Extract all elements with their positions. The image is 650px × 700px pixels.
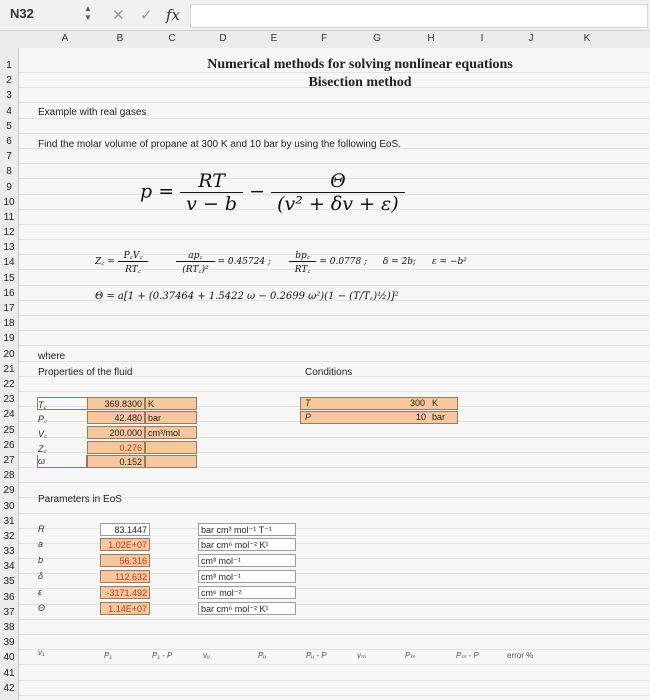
- conditions-value-t: 300: [410, 398, 426, 408]
- column-header-d[interactable]: D: [219, 33, 227, 44]
- param-unit-delta[interactable]: cm³ mol⁻¹: [198, 570, 296, 583]
- row-header-14[interactable]: 14: [3, 257, 15, 268]
- function-icon[interactable]: fx: [166, 6, 181, 24]
- prop-label-block: [37, 397, 87, 410]
- column-header-a[interactable]: A: [61, 33, 69, 44]
- row-header-10[interactable]: 10: [3, 197, 15, 208]
- row-header-21[interactable]: 21: [3, 364, 15, 375]
- hdr-pu-p: Pᵤ - P: [306, 651, 327, 660]
- name-box[interactable]: N32: [10, 6, 34, 21]
- column-header-g[interactable]: G: [373, 33, 381, 44]
- eq-zc-num: P꜀V꜀: [118, 248, 149, 262]
- column-header-b[interactable]: B: [116, 33, 124, 44]
- param-label-delta: δ: [38, 571, 44, 581]
- row-header-34[interactable]: 34: [3, 561, 15, 572]
- cell-problem-statement: Find the molar volume of propane at 300 K and 10 bar by using the following EoS.: [38, 139, 402, 150]
- cancel-icon[interactable]: ✕: [112, 7, 125, 24]
- row-header-38[interactable]: 38: [3, 622, 15, 633]
- eq-b-num: bp꜀: [289, 248, 317, 262]
- prop-value-zc[interactable]: 0.276: [87, 441, 145, 454]
- hdr-pl: P₁: [104, 651, 112, 660]
- eq-delta: δ = 2b;: [382, 257, 417, 267]
- eq-a-num: ap꜀: [176, 248, 214, 262]
- eos-theta-equation: Θ = a[1 + (0.37464 + 1.5422 ω − 0.2699 ω²)(1 − (T/T꜀)½)]²: [95, 291, 399, 302]
- eq-a-value: = 0.45724 ;: [217, 257, 271, 267]
- row-gridline: [19, 102, 650, 103]
- column-header-c[interactable]: C: [168, 33, 176, 44]
- name-box-stepper-icon[interactable]: ▲ ▼: [84, 4, 92, 22]
- row-header-41[interactable]: 41: [3, 668, 15, 679]
- eq-fraction-1: [180, 170, 243, 215]
- column-header-f[interactable]: F: [320, 33, 328, 44]
- eq-b-value: = 0.0778 ;: [319, 257, 368, 267]
- row-gridline: [19, 513, 650, 514]
- param-label-b: b: [38, 555, 44, 565]
- eos-parameter-equations: [95, 248, 467, 275]
- row-header-17[interactable]: 17: [3, 303, 15, 314]
- row-header-28[interactable]: 28: [3, 470, 15, 481]
- row-header-31[interactable]: 31: [3, 516, 15, 527]
- confirm-icon[interactable]: ✓: [140, 7, 153, 24]
- row-gridline: [19, 330, 650, 331]
- hdr-pm-p: Pₘ - P: [456, 651, 479, 660]
- row-header-3[interactable]: 3: [6, 90, 12, 101]
- row-header-7[interactable]: 7: [6, 151, 12, 162]
- conditions-unit-t: K: [432, 398, 439, 408]
- row-header-42[interactable]: 42: [3, 683, 15, 694]
- row-gridline: [19, 224, 650, 225]
- row-gridline: [19, 345, 650, 346]
- param-unit-epsilon[interactable]: cm⁶ mol⁻²: [198, 586, 296, 599]
- param-value-b[interactable]: 56.316: [100, 554, 150, 567]
- formula-input[interactable]: [190, 4, 648, 28]
- cell-where: where: [38, 351, 66, 362]
- eq-minus: −: [249, 180, 266, 203]
- hdr-pl-p: P₁ - P: [152, 651, 173, 660]
- row-header-39[interactable]: 39: [3, 637, 15, 648]
- column-header-e[interactable]: E: [270, 33, 278, 44]
- row-header-25[interactable]: 25: [3, 425, 15, 436]
- row-header-15[interactable]: 15: [3, 273, 15, 284]
- formula-bar: [0, 0, 650, 31]
- row-header-36[interactable]: 36: [3, 592, 15, 603]
- eq-p: p =: [140, 180, 175, 203]
- column-header-j[interactable]: J: [528, 33, 534, 44]
- hdr-vu: vᵤ: [203, 651, 210, 660]
- eq-epsilon: ε = −b²: [431, 257, 467, 267]
- row-header-2[interactable]: 2: [6, 75, 12, 86]
- prop-unit-zc[interactable]: [145, 441, 197, 454]
- conditions-label-p: P: [305, 412, 312, 422]
- row-header-35[interactable]: 35: [3, 576, 15, 587]
- row-header-37[interactable]: 37: [3, 607, 15, 618]
- param-unit-b[interactable]: cm³ mol⁻¹: [198, 554, 296, 567]
- row-header-6[interactable]: 6: [6, 136, 12, 147]
- row-header-9[interactable]: 9: [6, 182, 12, 193]
- column-header-i[interactable]: I: [480, 33, 484, 44]
- param-unit-a[interactable]: bar cm⁶ mol⁻² K¹: [198, 538, 296, 551]
- row-header-1[interactable]: 1: [6, 60, 12, 71]
- param-label-a: a: [38, 539, 44, 549]
- prop-label-pc: P꜀: [38, 414, 48, 424]
- row-header-24[interactable]: 24: [3, 409, 15, 420]
- eq-a-fraction: [176, 248, 214, 275]
- row-header-11[interactable]: 11: [3, 212, 15, 223]
- param-label-theta: Θ: [38, 603, 46, 613]
- hdr-pu: Pᵤ: [258, 651, 267, 660]
- row-header-18[interactable]: 18: [3, 318, 15, 329]
- param-value-epsilon[interactable]: -3171.492: [100, 586, 150, 599]
- eq-den2: (v² + δv + ε): [277, 193, 399, 215]
- row-gridline: [19, 315, 650, 316]
- eq-b-fraction: [289, 248, 317, 275]
- row-gridline: [19, 680, 650, 681]
- cell-parameters-heading: Parameters in EoS: [38, 494, 122, 505]
- eq-num1: RT: [180, 170, 243, 193]
- prop-unit-pc[interactable]: bar: [145, 411, 197, 424]
- row-gridline: [19, 133, 650, 134]
- prop-label-vc: V꜀: [38, 429, 48, 439]
- prop-value-vc[interactable]: 200.000: [87, 426, 145, 439]
- cell-example-label: Example with real gases: [38, 107, 147, 118]
- eq-den1: v − b: [186, 193, 238, 215]
- hdr-pm: Pₘ: [405, 651, 416, 660]
- prop-unit-vc[interactable]: cm³/mol: [145, 426, 197, 439]
- row-header-33[interactable]: 33: [3, 546, 15, 557]
- row-header-26[interactable]: 26: [3, 440, 15, 451]
- row-gridline: [19, 163, 650, 164]
- param-unit-r[interactable]: bar cm³ mol⁻¹ T⁻¹: [198, 523, 296, 536]
- row-gridline: [19, 285, 650, 286]
- param-unit-theta[interactable]: bar cm⁶ mol⁻² K¹: [198, 602, 296, 615]
- row-header-30[interactable]: 30: [3, 501, 15, 512]
- column-header: [0, 31, 650, 49]
- row-header-16[interactable]: 16: [3, 288, 15, 299]
- prop-unit-omega[interactable]: [145, 455, 197, 468]
- row-gridline: [19, 391, 650, 392]
- hdr-vl: v₁: [38, 648, 45, 657]
- param-value-delta[interactable]: 112.632: [100, 570, 150, 583]
- eq-b-den: RT꜀: [294, 265, 311, 275]
- eq-fraction-2: [271, 170, 405, 215]
- prop-value-tc[interactable]: 369.8300: [87, 397, 145, 410]
- param-value-a[interactable]: 1.02E+07: [100, 538, 150, 551]
- prop-label-zc: Z꜀: [38, 444, 47, 454]
- eq-zc: Z꜀ =: [95, 257, 115, 267]
- conditions-label-t: T: [305, 398, 311, 408]
- sheet-subtitle: Bisection method: [308, 75, 412, 90]
- row-gridline: [19, 361, 650, 362]
- param-value-theta[interactable]: 1.14E+07: [100, 602, 150, 615]
- conditions-value-p: 10: [416, 412, 427, 422]
- row-header-13[interactable]: 13: [3, 242, 15, 253]
- eq-num2: Θ: [271, 170, 405, 193]
- param-label-r: R: [38, 524, 45, 534]
- row-header-27[interactable]: 27: [3, 455, 15, 466]
- row-gridline: [19, 118, 650, 119]
- row-gridline: [19, 695, 650, 696]
- hdr-vm: vₘ: [357, 651, 366, 660]
- row-gridline: [19, 619, 650, 620]
- prop-value-omega[interactable]: 0.152: [87, 455, 145, 468]
- row-header-20[interactable]: 20: [3, 349, 15, 360]
- eq-zc-den: RT꜀: [125, 265, 141, 275]
- row-header-22[interactable]: 22: [3, 379, 15, 390]
- row-header: [0, 48, 19, 700]
- eos-main-equation: [140, 170, 405, 215]
- prop-unit-tc[interactable]: K: [145, 397, 197, 410]
- row-header-32[interactable]: 32: [3, 531, 15, 542]
- prop-value-pc[interactable]: 42.480: [87, 411, 145, 424]
- row-header-23[interactable]: 23: [3, 394, 15, 405]
- eq-zc-fraction: [118, 248, 149, 275]
- row-header-19[interactable]: 19: [3, 333, 15, 344]
- param-label-epsilon: ε: [38, 587, 42, 597]
- param-value-r[interactable]: 83.1447: [100, 523, 150, 536]
- row-header-8[interactable]: 8: [6, 166, 12, 177]
- cell-properties-heading: Properties of the fluid: [38, 367, 133, 378]
- hdr-error: error %: [507, 651, 534, 660]
- row-gridline: [19, 664, 650, 665]
- sheet-title: Numerical methods for solving nonlinear equations: [207, 57, 513, 72]
- eq-a-den: (RT꜀)²: [182, 265, 209, 275]
- row-gridline: [19, 482, 650, 483]
- prop-label-omega: ω: [38, 456, 46, 466]
- row-header-40[interactable]: 40: [3, 652, 15, 663]
- row-gridline: [19, 649, 650, 650]
- row-gridline: [19, 634, 650, 635]
- prop-label-block-end: [37, 455, 87, 468]
- row-header-29[interactable]: 29: [3, 485, 15, 496]
- row-header-5[interactable]: 5: [6, 121, 12, 132]
- row-header-4[interactable]: 4: [6, 106, 12, 117]
- conditions-unit-p: bar: [432, 412, 446, 422]
- row-header-12[interactable]: 12: [3, 227, 15, 238]
- cell-conditions-heading: Conditions: [305, 367, 353, 378]
- column-header-h[interactable]: H: [427, 33, 435, 44]
- column-header-k[interactable]: K: [583, 33, 591, 44]
- prop-label-tc: T꜀: [38, 400, 47, 410]
- row-gridline: [19, 239, 650, 240]
